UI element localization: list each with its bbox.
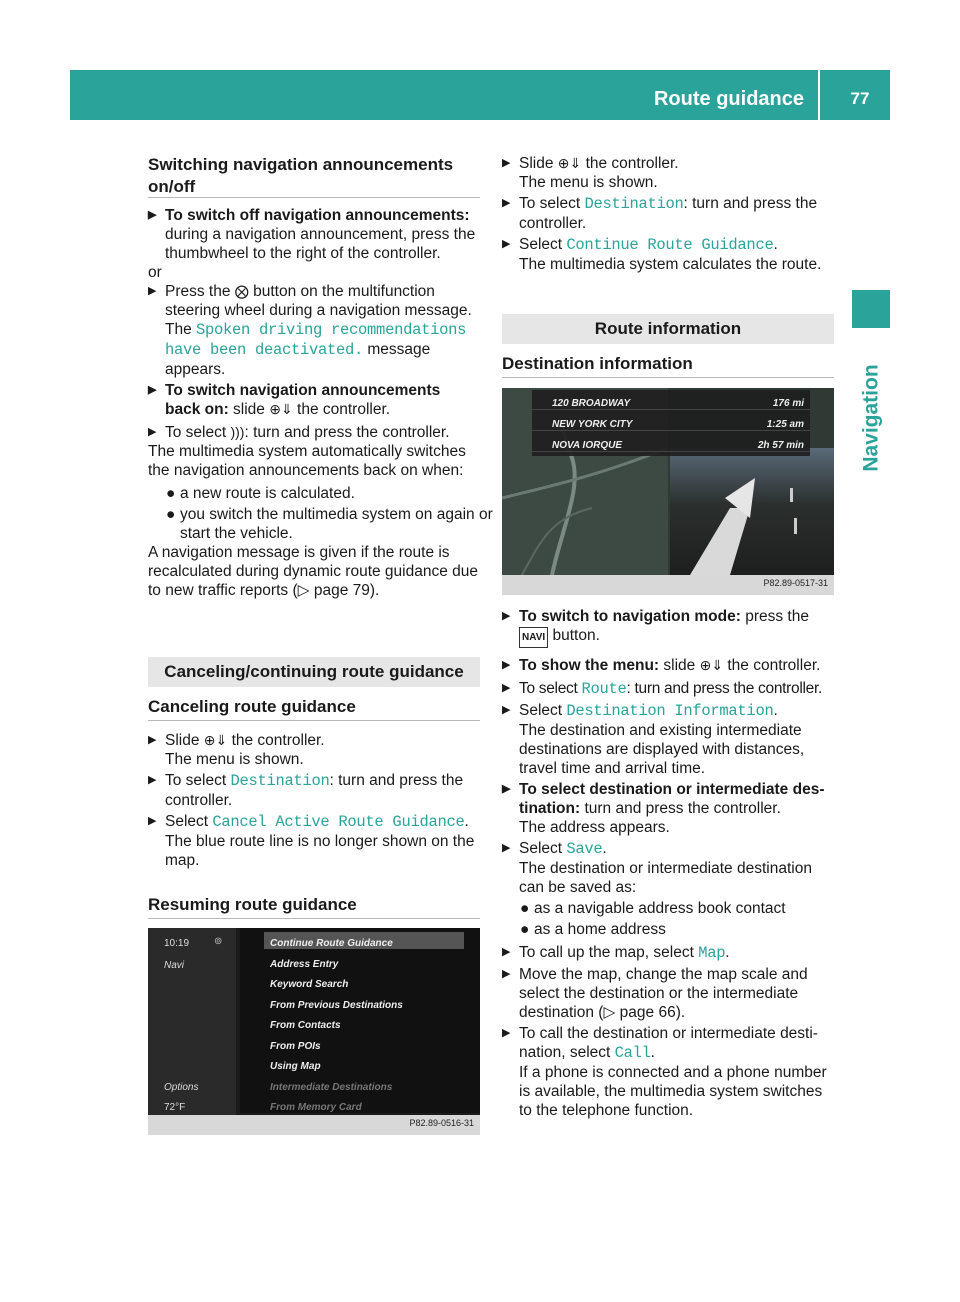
step-text: press the [745, 608, 809, 625]
caption-strip [502, 575, 834, 595]
bullet-text: start the vehicle. [180, 525, 293, 542]
bullet-icon: ● [520, 921, 530, 938]
heading-line: on/off [148, 177, 196, 196]
step [148, 282, 480, 301]
display-message: Spoken driving recommendations [196, 321, 467, 339]
step-text: during a navigation announcement, press the [165, 226, 476, 243]
step-text: To select [519, 195, 581, 212]
step-title: To switch navigation announcements [165, 382, 441, 399]
step [502, 1024, 834, 1043]
step-text: nation, select [519, 1044, 611, 1061]
cancel-steps [148, 731, 480, 870]
step [502, 194, 834, 214]
menu-item: From Previous Destinations [270, 999, 403, 1011]
step-text: travel time and arrival time. [519, 760, 706, 777]
paragraph-line: The multimedia system automatically switches [148, 443, 466, 460]
step-text: . [602, 840, 607, 857]
bullet-item [148, 505, 493, 524]
route-info-steps [502, 607, 834, 1120]
menu-item: Using Map [270, 1061, 321, 1072]
settings-icon: ⊚ [214, 936, 223, 947]
menu-screenshot [148, 928, 480, 1135]
page-header [70, 70, 890, 120]
subheading: Destination information [502, 354, 693, 373]
heading-line: Switching navigation announcements [148, 155, 454, 174]
side-tab [852, 338, 890, 498]
subheading: Canceling route guidance [148, 697, 356, 716]
bullet-icon: ● [166, 506, 176, 523]
bullet-text: you switch the multimedia system on again or [180, 506, 493, 523]
step-text: the controller. [585, 155, 679, 172]
menu-item-ref: Map [698, 944, 726, 962]
step-text: thumbwheel to the right of the controller. [165, 245, 441, 262]
temperature-text: 72°F [164, 1102, 186, 1113]
step-title: To show the menu: [519, 657, 660, 674]
heading-switching [148, 154, 480, 198]
step-text: to the telephone function. [519, 1102, 694, 1119]
mute-icon: ⨂ [234, 283, 249, 299]
destination-value: 2h 57 min [757, 440, 804, 451]
destination-panel [532, 390, 810, 456]
destination-name: 120 BROADWAY [552, 398, 631, 409]
controller-slide-icon: ⊕⇓ [557, 155, 582, 171]
or-text: or [148, 264, 162, 281]
bullet-item [502, 899, 834, 918]
options-label: Options [164, 1082, 199, 1093]
menu-item: Intermediate Destinations [270, 1081, 393, 1093]
step-text: button. [552, 627, 600, 644]
step-text: The address appears. [519, 819, 670, 836]
bullet-text: a new route is calculated. [180, 485, 355, 502]
step-text: Select [519, 702, 563, 719]
lane-arrow [670, 448, 834, 575]
step-text: controller. [519, 215, 587, 232]
destination-row [532, 390, 810, 410]
step-text: destination (▷ page 66). [519, 1004, 686, 1021]
step-text: To call the destination or intermediate desti- [519, 1025, 818, 1042]
clock-text: 10:19 [164, 938, 190, 949]
divider [148, 197, 480, 198]
menu-item-ref: Route [581, 680, 627, 698]
section-heading-box: Canceling/continuing route guidance [148, 657, 480, 687]
step-text: the controller. [297, 401, 391, 418]
step-text: Select [519, 840, 563, 857]
step-text: the controller. [727, 657, 821, 674]
image-code: P82.89-0517-31 [763, 578, 828, 588]
step [502, 943, 834, 963]
bullet-text: as a navigable address book contact [534, 900, 786, 917]
section-title: Route guidance [654, 70, 820, 120]
page-number: 77 [850, 89, 870, 108]
voice-icon: ))) [230, 424, 245, 440]
step-text: The menu is shown. [519, 174, 658, 191]
step [148, 423, 480, 442]
step [148, 731, 480, 750]
step-text: . [773, 702, 778, 719]
step-text: The multimedia system calculates the route. [519, 256, 822, 273]
step-text: . [773, 236, 778, 253]
menu-list [240, 928, 480, 1113]
paragraph-line: A navigation message is given if the route is [148, 544, 450, 561]
destination-info-screenshot [502, 388, 834, 595]
step-text: The [165, 321, 192, 338]
controller-slide-icon: ⊕⇓ [699, 657, 724, 673]
step-text: slide [663, 657, 696, 674]
step-text: Select [519, 236, 563, 253]
step-text: The blue route line is no longer shown on the [165, 833, 475, 850]
step-text: turn and press the controller. [584, 800, 781, 817]
subheading: Resuming route guidance [148, 895, 357, 914]
step-text: : turn and press the controller. [626, 680, 822, 697]
bullet-item [502, 920, 834, 939]
step-text [502, 1043, 834, 1063]
paragraph-line: to new traffic reports (▷ page 79). [148, 582, 380, 599]
destination-name: NOVA IORQUE [552, 440, 623, 451]
step-text [502, 799, 834, 818]
step [502, 607, 834, 626]
step-text: The destination and existing intermediate [519, 722, 802, 739]
menu-item: Continue Route Guidance [270, 938, 393, 949]
step-text: To select [165, 424, 227, 441]
step-text: Select [165, 813, 209, 830]
step-text: The destination or intermediate destination [519, 860, 812, 877]
step-text: : turn and press the [683, 195, 818, 212]
step-text: controller. [165, 792, 233, 809]
section-heading-box: Route information [502, 314, 834, 344]
step-text: appears. [165, 361, 226, 378]
step-text: select the destination or the intermediate [519, 985, 799, 1002]
menu-item-ref: Continue Route Guidance [566, 236, 774, 254]
step-text: If a phone is connected and a phone number [519, 1064, 827, 1081]
bullet-item [148, 484, 480, 503]
navi-button-icon: NAVI [519, 627, 548, 648]
menu-item-ref: Call [614, 1044, 651, 1062]
step-text: message [367, 341, 431, 358]
step-text [148, 340, 480, 360]
destination-name: NEW YORK CITY [552, 419, 633, 430]
menu-item: Address Entry [270, 958, 339, 970]
step [502, 780, 834, 799]
step-text [148, 320, 480, 340]
step-title: To switch to navigation mode: [519, 608, 741, 625]
step-text: steering wheel during a navigation message. [165, 302, 472, 319]
step-text: To call up the map, select [519, 944, 694, 961]
menu-item-ref: Destination [230, 772, 330, 790]
step-text: The menu is shown. [165, 751, 304, 768]
step-text: Slide [165, 732, 200, 749]
caption-strip [148, 1115, 480, 1135]
step [148, 206, 480, 225]
step-text: button on the multifunction [253, 283, 435, 300]
menu-item-ref: Save [566, 840, 603, 858]
menu-item: From Memory Card [270, 1102, 362, 1113]
menu-item: Keyword Search [270, 979, 349, 990]
step-text [148, 400, 480, 419]
step-text: map. [165, 852, 200, 869]
menu-item-ref: Cancel Active Route Guidance [212, 813, 465, 831]
navi-label: Navi [164, 960, 185, 971]
divider [502, 377, 834, 378]
step-text: is available, the multimedia system switches [519, 1083, 823, 1100]
step [502, 839, 834, 859]
controller-slide-icon: ⊕⇓ [269, 401, 293, 417]
destination-value: 176 mi [772, 398, 804, 409]
step-text: Slide [519, 155, 554, 172]
side-tab-marker [852, 290, 890, 328]
step-text: To select [519, 680, 578, 697]
bullet-text: as a home address [534, 921, 666, 938]
step-text: . [650, 1044, 655, 1061]
step-title: back on: [165, 401, 229, 418]
step-text: Press the [165, 283, 231, 300]
step-text: slide [233, 401, 265, 418]
paragraph-line: recalculated during dynamic route guidance due [148, 563, 479, 580]
step [502, 679, 834, 699]
step-title: To select destination or intermediate des- [519, 781, 825, 798]
resume-steps [502, 154, 834, 274]
step [502, 965, 834, 984]
side-tab-label: Navigation [859, 364, 883, 472]
step-text: destinations are displayed with distances, [519, 741, 805, 758]
display-message: have been deactivated. [165, 341, 364, 359]
step-text: can be saved as: [519, 879, 637, 896]
destination-row [532, 432, 810, 452]
paragraph-line: the navigation announcements back on when: [148, 462, 464, 479]
switch-off-steps [148, 206, 493, 600]
step-text: Move the map, change the map scale and [519, 966, 808, 983]
divider [148, 918, 480, 919]
controller-slide-icon: ⊕⇓ [203, 732, 228, 748]
image-code: P82.89-0516-31 [409, 1118, 474, 1128]
step-title: To switch off navigation announcements: [165, 207, 470, 224]
divider [148, 720, 480, 721]
lane-view [670, 448, 834, 575]
step-text: . [464, 813, 469, 830]
step-text [502, 626, 834, 648]
menu-item: From POIs [270, 1040, 321, 1052]
step [502, 701, 834, 721]
bullet-icon: ● [166, 485, 176, 502]
menu-item: From Contacts [270, 1020, 341, 1031]
left-panel [148, 928, 236, 1135]
step-text: . [725, 944, 730, 961]
menu-item-ref: Destination [584, 195, 684, 213]
step [148, 381, 480, 400]
step-text: : turn and press the [329, 772, 464, 789]
menu-item-ref: Destination Information [566, 702, 774, 720]
step [502, 235, 834, 255]
bullet-icon: ● [520, 900, 530, 917]
step [148, 812, 480, 832]
step [502, 656, 834, 675]
destination-value: 1:25 am [766, 419, 804, 430]
step-title: tination: [519, 800, 581, 817]
step [502, 154, 834, 173]
step-text: : turn and press the controller. [244, 424, 450, 441]
destination-row [532, 411, 810, 431]
step-text: To select [165, 772, 227, 789]
step-text: the controller. [231, 732, 325, 749]
step [148, 771, 480, 791]
